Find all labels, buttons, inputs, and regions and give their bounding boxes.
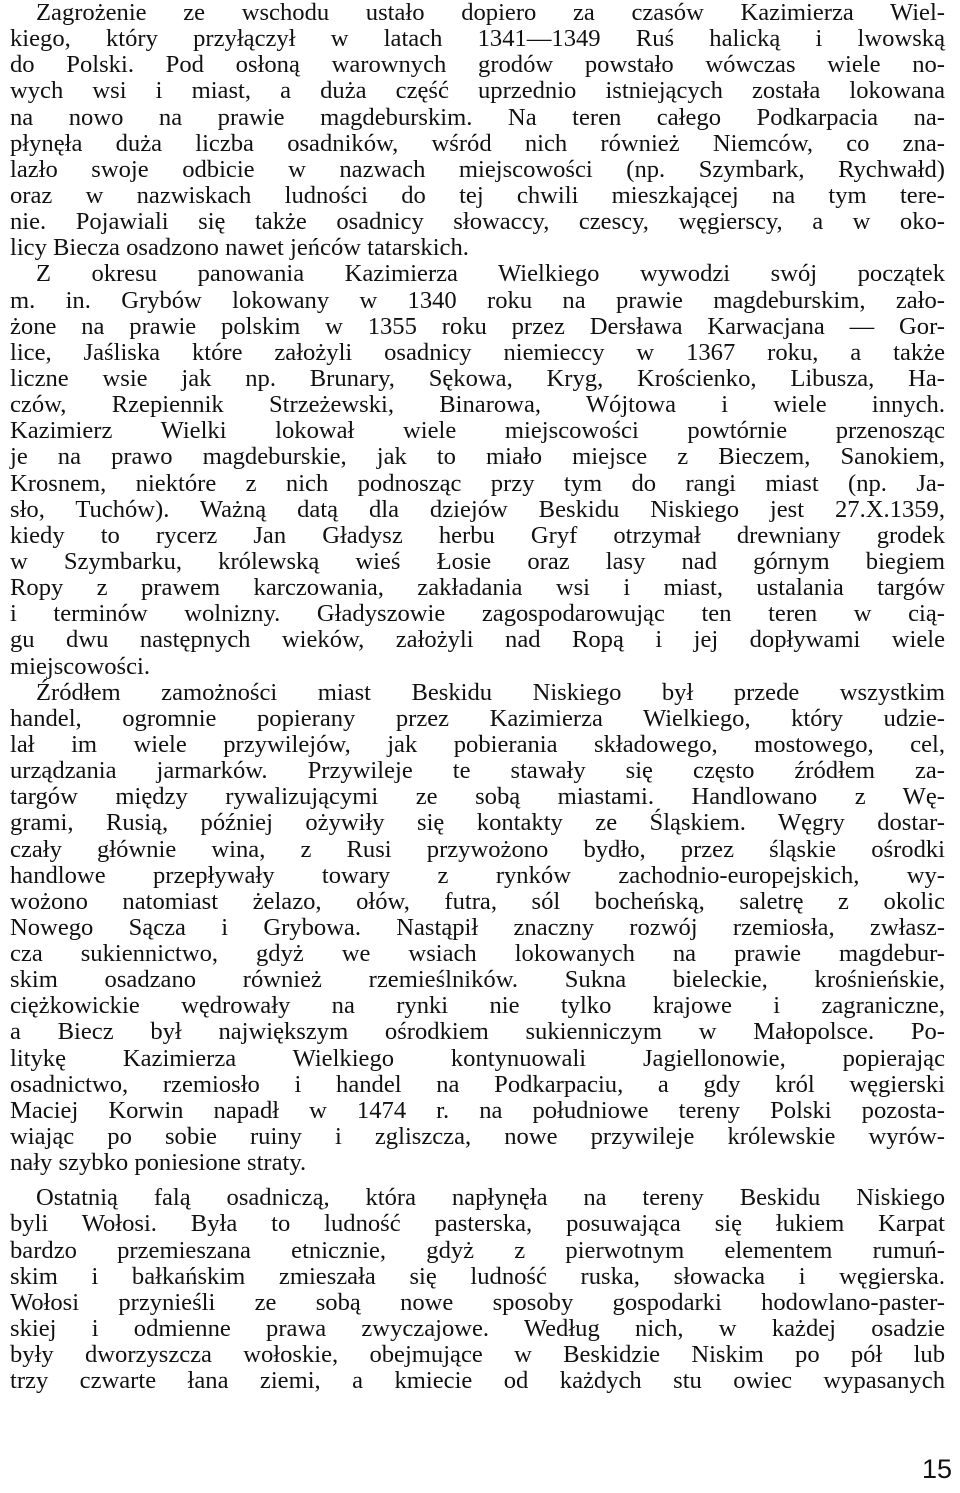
text-line: handlowe przepływały towary z rynków zachodnio-europejskich, wy- bbox=[10, 861, 945, 889]
text-line: Kazimierz Wielki lokował wiele miejscowości powtórnie przenosząc bbox=[10, 417, 945, 445]
text-line: miejscowości. bbox=[10, 652, 151, 680]
text-line: osadnictwo, rzemiosło i handel na Podkarpaciu, a gdy król węgierski bbox=[10, 1070, 945, 1098]
text-line: gu dwu następnych wieków, założyli nad Ropą i jej dopływami wiele bbox=[10, 626, 945, 654]
text-line: czów, Rzepiennik Strzeżewski, Binarowa, Wójtowa i wiele innych. bbox=[10, 391, 945, 419]
text-line: Nowego Sącza i Grybowa. Nastąpił znaczny rozwój rzemiosła, zwłasz- bbox=[10, 913, 945, 941]
text-line: wych wsi i miast, a duża część uprzednio istniejących została lokowana bbox=[10, 77, 945, 105]
page-number: 15 bbox=[921, 1454, 952, 1484]
text-line: wiając po sobie ruiny i zgliszcza, nowe przywileje królewskie wyrów- bbox=[10, 1123, 945, 1151]
text-line: liczne wsie jak np. Brunary, Sękowa, Kryg, Krościenko, Libusza, Ha- bbox=[10, 364, 945, 392]
text-line: były dworzyszcza wołoskie, obejmujące w Beskidzie Niskim po pół lub bbox=[10, 1341, 945, 1369]
text-line: lice, Jaśliska które założyli osadnicy niemieccy w 1367 roku, a także bbox=[10, 338, 945, 366]
text-line: Źródłem zamożności miast Beskidu Niskiego był przede wszystkim bbox=[36, 678, 945, 706]
text-line: do Polski. Pod osłoną warownych grodów powstało wówczas wiele no- bbox=[10, 51, 945, 79]
text-line: czały głównie wina, z Rusi przywożono bydło, przez śląskie ośrodki bbox=[10, 835, 945, 863]
text-line: handel, ogromnie popierany przez Kazimierza Wielkiego, który udzie- bbox=[10, 704, 945, 732]
paragraph-4 bbox=[10, 1185, 945, 1394]
text-line: Maciej Korwin napadł w 1474 r. na południowe tereny Polski pozosta- bbox=[10, 1096, 945, 1124]
text-line: oraz w nazwiskach ludności do tej chwili mieszkającej na tym tere- bbox=[10, 181, 945, 209]
text-line: ciężkowickie wędrowały na rynki nie tylko krajowe i zagraniczne, bbox=[10, 992, 945, 1020]
document-page bbox=[10, 0, 945, 1394]
text-line: skim osadzano również rzemieślników. Sukna bieleckie, krośnieńskie, bbox=[10, 966, 945, 994]
text-line: je na prawo magdeburskie, jak to miało miejsce z Bieczem, Sanokiem, bbox=[10, 443, 945, 471]
paragraph-1 bbox=[10, 0, 945, 261]
text-line: lazło swoje odbicie w nazwach miejscowości (np. Szymbark, Rychwałd) bbox=[10, 155, 945, 183]
text-line: żone na prawie polskim w 1355 roku przez Dersława Karwacjana — Gor- bbox=[10, 312, 945, 340]
text-line: Krosnem, niektóre z nich podnosząc przy tym do rangi miast (np. Ja- bbox=[10, 469, 945, 497]
text-line: na nowo na prawie magdeburskim. Na teren całego Podkarpacia na- bbox=[10, 103, 945, 131]
text-line: Wołosi przynieśli ze sobą nowe sposoby gospodarki hodowlano-paster- bbox=[10, 1288, 945, 1316]
text-line: nały szybko poniesione straty. bbox=[10, 1149, 307, 1177]
paragraph-3 bbox=[10, 680, 945, 1177]
text-line: płynęła duża liczba osadników, wśród nich również Niemców, co zna- bbox=[10, 129, 945, 157]
text-line: urządzania jarmarków. Przywileje te stawały się często źródłem za- bbox=[10, 757, 945, 785]
text-line: i terminów wolnizny. Gładyszowie zagospodarowując ten teren w cią- bbox=[10, 600, 945, 628]
text-line: a Biecz był największym ośrodkiem sukienniczym w Małopolsce. Po- bbox=[10, 1018, 945, 1046]
text-line: Ropy z prawem karczowania, zakładania wsi i miast, ustalania targów bbox=[10, 574, 945, 602]
text-line: skiej i odmienne prawa zwyczajowe. Według nich, w każdej osadzie bbox=[10, 1315, 945, 1343]
text-line: byli Wołosi. Była to ludność pasterska, posuwająca się łukiem Karpat bbox=[10, 1210, 945, 1238]
text-line: cza sukiennictwo, gdyż we wsiach lokowanych na prawie magdebur- bbox=[10, 940, 945, 968]
text-line: lał im wiele przywilejów, jak pobierania składowego, mostowego, cel, bbox=[10, 730, 945, 758]
text-line: kiedy to rycerz Jan Gładysz herbu Gryf otrzymał drewniany grodek bbox=[10, 521, 945, 549]
text-line: trzy czwarte łana ziemi, a kmiecie od każdych stu owiec wypasanych bbox=[10, 1367, 945, 1395]
text-line: Z okresu panowania Kazimierza Wielkiego wywodzi swój początek bbox=[36, 260, 945, 288]
text-line: wożono natomiast żelazo, ołów, futra, sól bocheńską, saletrę z okolic bbox=[10, 887, 945, 915]
text-line: litykę Kazimierza Wielkiego kontynuowali Jagiellonowie, popierając bbox=[10, 1044, 945, 1072]
text-line: w Szymbarku, królewską wieś Łosie oraz lasy nad górnym biegiem bbox=[10, 547, 945, 575]
text-line: licy Biecza osadzono nawet jeńców tatarskich. bbox=[10, 234, 469, 262]
text-line: Ostatnią falą osadniczą, która napłynęła na tereny Beskidu Niskiego bbox=[36, 1184, 945, 1212]
text-line: Zagrożenie ze wschodu ustało dopiero za czasów Kazimierza Wiel- bbox=[36, 0, 945, 26]
text-line: kiego, który przyłączył w latach 1341—1349 Ruś halicką i lwowską bbox=[10, 25, 945, 53]
paragraph-2 bbox=[10, 261, 945, 679]
text-line: grami, Rusią, później ożywiły się kontakty ze Śląskiem. Węgry dostar- bbox=[10, 809, 945, 837]
text-line: sło, Tuchów). Ważną datą dla dziejów Beskidu Niskiego jest 27.X.1359, bbox=[10, 495, 945, 523]
text-line: nie. Pojawiali się także osadnicy słowaccy, czescy, węgierscy, a w oko- bbox=[10, 208, 945, 236]
text-line: targów między rywalizującymi ze sobą miastami. Handlowano z Wę- bbox=[10, 783, 945, 811]
text-line: bardzo przemieszana etnicznie, gdyż z pierwotnym elementem rumuń- bbox=[10, 1236, 945, 1264]
text-line: skim i bałkańskim zmieszała się ludność ruska, słowacka i węgierska. bbox=[10, 1262, 945, 1290]
text-line: m. in. Grybów lokowany w 1340 roku na prawie magdeburskim, zało- bbox=[10, 286, 945, 314]
